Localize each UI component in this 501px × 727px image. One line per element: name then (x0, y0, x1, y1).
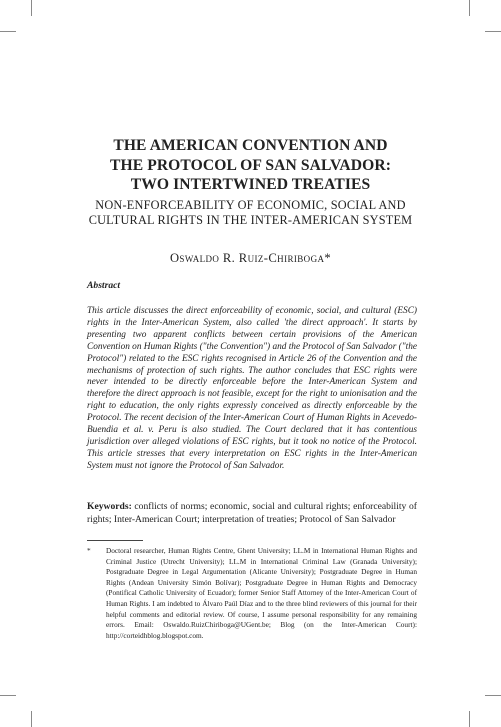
crop-mark-top-right-vertical (469, 0, 470, 16)
subtitle-block (40, 198, 461, 229)
footnote-text: Doctoral researcher, Human Rights Centre, Ghent University; LL.M in International Human Rights and Criminal Justice (Utrecht University); LL.M in International Criminal Law (Granada University); Postgraduate Degree in Legal Argumentation (Alicante University); Postgraduate Degree in Human Rights (Andean University Simón Bolívar); Postgraduate Degree in Human Rights and Democracy (Pontifical Catholic University of Ecuador); former Senior Staff Attorney of the Inter-American Court of Human Rights. I am indebted to Álvaro Paúl Díaz and to the three blind reviewers of this journal for their helpful comments and editorial review. Of course, I assume personal responsibility for any remaining errors. Email: Oswaldo.RuizChiriboga@UGent.be; Blog (on the Inter-American Court): http://corteidhblog.blogspot.com. (106, 546, 417, 640)
keywords-text: conflicts of norms; economic, social and cultural rights; enforceability of rights; Inter-American Court; interpretation of treaties; Protocol of San Salvador (87, 501, 417, 525)
author-name: Oswaldo R. Ruiz-Chiriboga* (169, 250, 332, 265)
title-block (40, 136, 461, 266)
paper-subtitle-line-1: NON-ENFORCEABILITY OF ECONOMIC, SOCIAL AND (95, 197, 406, 212)
paper-title-line-1: THE AMERICAN CONVENTION AND (113, 137, 388, 154)
keywords-label: Keywords: (87, 501, 132, 512)
abstract-body: This article discusses the direct enforceability of economic, social, and cultural (ESC) rights in the Inter-American System, also called 'the direct approach'. It starts by presenting two apparent conflicts between certain provisions of the American Convention on Human Rights ("the Convention") and the Protocol of San Salvador ("the Protocol") related to the ESC rights recognised in Article 26 of the Convention and the mechanisms of protection of such rights. The author concludes that ESC rights were never intended to be directly enforceable before the Inter-American System and therefore the direct approach is not feasible, except for the right to unionisation and the right to education, the only rights expressly conceived as directly enforceable by the Protocol. The recent decision of the Inter-American Court of Human Rights in Acevedo-Buendia et al. v. Peru is also studied. The Court declared that it has contentious jurisdiction over alleged violations of ESC rights, but it took no notice of the Protocol. This article stresses that every interpretation on ESC rights in the Inter-American System must not ignore the Protocol of San Salvador. (87, 306, 417, 471)
crop-mark-top-left-horizontal (0, 31, 16, 32)
footnote-marker: * (87, 546, 91, 555)
paper-subtitle-line-2: CULTURAL RIGHTS IN THE INTER-AMERICAN SYSTEM (88, 213, 413, 227)
paper-title-line-3: TWO INTERTWINED TREATIES (130, 176, 371, 193)
paper-title-line-2: THE PROTOCOL OF SAN SALVADOR: (109, 156, 392, 174)
footnote (87, 546, 417, 641)
abstract-heading: Abstract (87, 280, 121, 291)
crop-mark-bottom-left-vertical (31, 711, 32, 727)
keywords (87, 500, 417, 526)
crop-mark-bottom-right-horizontal (485, 695, 501, 696)
crop-mark-top-right-horizontal (485, 31, 501, 32)
crop-mark-bottom-left-horizontal (0, 695, 16, 696)
crop-mark-top-left-vertical (31, 0, 32, 16)
crop-mark-bottom-right-vertical (469, 711, 470, 727)
footnote-divider (87, 540, 143, 541)
